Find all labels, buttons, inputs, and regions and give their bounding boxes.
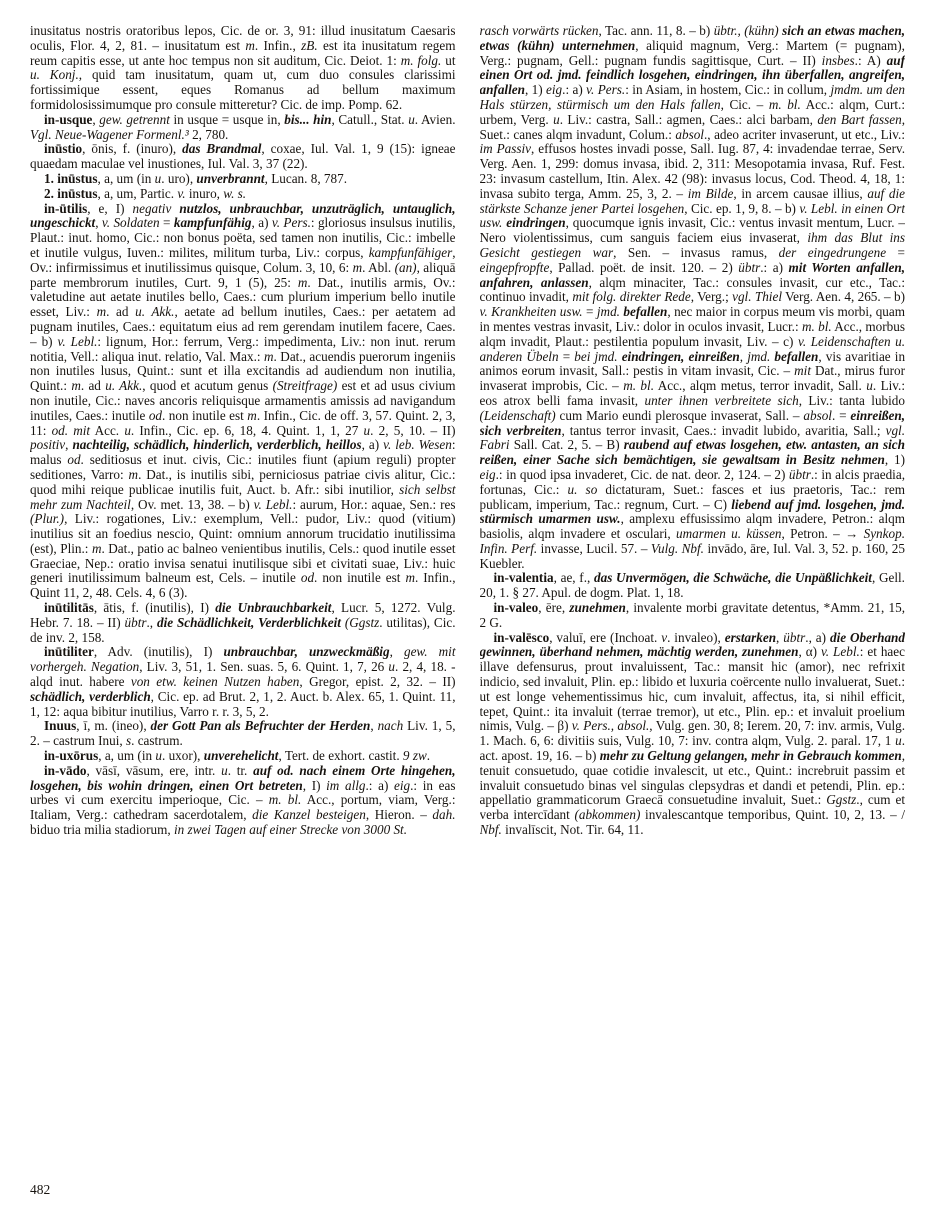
text-run: auf einen Ort od. jmd. feindlich losgehen, eindringen, ihn überfallen, angreifen, anfallen: [479, 52, 905, 98]
text-run: , valuī, ere (Inchoat.: [549, 629, 662, 645]
text-run: . Dat., inutilis armis, Ov.: valetudine aut aetate inutiles bello, Caes.: cum plurium imperium bello inutile esset, Liv.:: [30, 274, 456, 320]
text-run: v. leb. Wesen: [383, 437, 452, 453]
text-run: , nec maior in corpus meum vis morbi, quam in mentes vestras invasit, Liv.: dolor in oculos invasit, Lucr.:: [479, 304, 905, 334]
text-run: . utilitas), Cic. de inv. 2, 158.: [30, 614, 456, 645]
dictionary-entry: [30, 764, 456, 838]
dictionary-entry: [30, 719, 456, 749]
text-run: , effusos hostes invadi posse, Sall. Iug. 87, 4: invadendae terrae, Serv. Verg. Aen. 1, 299: domus invasa, ibid. 2, 311: Mesopotamia invasa, Ruf. Fest. 23: invasum castellum, Itin. Alex. 42 (98): invasus locus, Cod. Theod. 4, 18, 1: invasa subito terga, Amm. 25, 3, 2. –: [479, 141, 905, 201]
text-run: m: [352, 259, 363, 275]
text-run: die Oberhand gewinnen, überhand nehmen, mächtig werden, zunehmen: [479, 629, 905, 660]
text-run: =: [558, 348, 575, 364]
text-run: sich an etwas machen, etwas (kühn) unternehmen: [479, 24, 905, 53]
text-run: v. Lebl.: [820, 644, 860, 660]
text-run: , ae, f.,: [553, 570, 595, 586]
dictionary-entry: [30, 202, 456, 602]
text-run: zunehmen: [569, 600, 626, 616]
text-run: .: [426, 748, 431, 764]
text-run: .: a): [365, 777, 394, 793]
text-run: u: [124, 422, 131, 438]
dictionary-entry: [30, 142, 456, 172]
text-run: ,: [776, 629, 784, 645]
text-run: .,: [146, 614, 157, 630]
text-run: m. bl.: [768, 96, 801, 112]
text-run: =: [159, 215, 174, 231]
text-run: .: A): [854, 52, 887, 68]
text-run: ,: [389, 644, 404, 660]
text-run: , a, um (in: [97, 170, 155, 186]
text-run: übtr: [124, 614, 147, 630]
text-run: , Cic. –: [720, 96, 769, 112]
dictionary-entry: [30, 645, 456, 719]
text-run: vgl. Thiel: [732, 289, 782, 305]
text-run: m. bl.: [623, 378, 654, 394]
text-run: , Liv.: tanta lubido: [798, 392, 905, 408]
text-run: im allg: [326, 777, 366, 793]
text-run: , a): [251, 215, 272, 231]
text-run: est et ad usus civium non inutile, Cic.: naves ancoris reliquisque armamentis amissis ad navigandum inutiles, Caes.: inutile: [30, 378, 456, 423]
text-run: Dat., mirus furor invaserat improbis, Cic. –: [479, 363, 905, 394]
text-run: ., adeo acriter invaserunt, ut etc., Liv.:: [703, 126, 905, 142]
text-run: invalīscit, Not. Tir. 64, 11.: [501, 822, 644, 838]
text-run: Ggstz: [826, 792, 857, 808]
text-run: (abkommen): [574, 807, 641, 823]
text-run: s: [125, 733, 132, 749]
text-run: Sall. Cat. 2, 5. – B): [509, 437, 624, 453]
text-run: Vgl. Neue-Wagener Formenl.³: [30, 126, 189, 142]
text-run: m: [91, 540, 102, 556]
text-run: liebend auf jmd. losgehen, jmd. stürmisch umarmen usw.: [479, 496, 905, 527]
text-run: m: [264, 348, 274, 364]
text-run: , Lucr. 5, 1272. Vulg. Hebr. 7. 18. – II): [30, 600, 456, 630]
text-run: Acc.: alqm, Curt.: urbem, Verg.: [479, 96, 905, 127]
text-run: , Suet.: canes alqm invadunt, Colum.:: [479, 111, 905, 142]
text-run: u: [363, 422, 371, 438]
text-run: =: [886, 244, 905, 260]
text-run: , ātis, f. (inutilis), I): [93, 600, 216, 616]
text-run: , coxae, Iul. Val. 1, 9 (15): igneae quaedam maculae vel inustiones, Iul. Val. 3, 37 (22).: [30, 141, 456, 172]
text-run: . Liv.: eos atrox belli fama invasit,: [479, 378, 905, 408]
text-run: v. Pers.: [271, 215, 311, 231]
text-run: ,: [92, 111, 100, 127]
text-run: Acc., portum, viam, Verg.: Italiam, Verg.: cathedram sacerdotalem,: [30, 792, 456, 823]
text-run: erstarken: [724, 629, 777, 645]
text-run: , Verg.;: [690, 289, 733, 305]
text-run: . Infin., Cic. ep. 6, 18, 4. Quint. 1, 1, 27: [130, 422, 364, 438]
dictionary-entry: [30, 113, 456, 143]
text-run: bei jmd.: [574, 348, 618, 364]
text-run: eig: [479, 466, 496, 482]
text-run: , e, I): [87, 200, 133, 216]
text-run: Acc.: [90, 422, 125, 438]
text-run: . uxor),: [161, 748, 204, 764]
text-run: v. Krankheiten usw.: [479, 304, 583, 320]
text-run: , α): [798, 644, 821, 660]
text-run: (Leidenschaft): [479, 407, 556, 423]
text-run: ,: [370, 718, 378, 734]
text-run: . Avien.: [414, 111, 456, 127]
text-run: , Cic. ep. ad Brut. 2, 1, 2. Auct. b. Alex. 65, 1. Quint. 11, 1, 12: aqua bibitur inutilius, Varro r. r. 3, 5, 2.: [30, 688, 456, 719]
text-run: die Kanzel besteigen: [252, 807, 366, 823]
text-run: absol: [675, 126, 704, 142]
text-run: . non inutile est: [162, 407, 248, 423]
text-run: vgl. Fabri: [479, 422, 905, 453]
text-run: Synkop. Infin. Perf.: [479, 526, 905, 556]
text-run: raubend auf etwas losgehen, etw. antasten, an sich reißen, einer Sache sich bemächtigen, sie gewaltsam in Besitz nehmen: [479, 437, 905, 468]
dictionary-entry: [480, 631, 906, 838]
text-run: , quocumque ignis invasit, Cic.: ventus invasit mentum, Lucr. – Nero violentissimus, cum sanguis faciem eius invaserat,: [479, 215, 905, 246]
text-run: , Cic. ep. 1, 9, 8. – b): [684, 200, 800, 216]
text-run: übtr: [788, 466, 811, 482]
text-run: .: a): [562, 82, 587, 98]
text-run: u: [388, 659, 396, 675]
text-run: das Brandmal: [182, 141, 262, 157]
text-run: nach: [377, 718, 404, 734]
text-run: v. Lebl.: [253, 496, 293, 512]
text-run: . tr.: [227, 762, 254, 778]
text-run: auf od. nach einem Orte hingehen, losgehen, bis wohin dringen, einen Ort betreten: [30, 762, 456, 793]
text-run: . seditiosus et inut. civis, Cic.: inutiles fiunt (apium reguli) propter seditiones, Varro:: [30, 452, 456, 482]
text-run: , Sen. – invasus ramus,: [613, 244, 779, 260]
text-run: v.: [177, 185, 186, 201]
text-run: nutzlos, unbrauchbar, unzuträglich, untauglich, ungeschickt: [30, 200, 456, 231]
left-column: [30, 24, 456, 1166]
text-run: v: [661, 629, 668, 645]
text-run: =: [582, 304, 597, 320]
dictionary-entry: [480, 24, 906, 571]
text-run: gew. getrennt: [99, 111, 170, 127]
text-run: unverehelicht: [203, 748, 279, 764]
text-run: der Gott Pan als Befruchter der Herden: [150, 718, 371, 734]
text-run: . Dat., acuendis puerorum ingeniis non inutiles lusus, Quint.: sunt et illa excitandis ad audiendum non inutilia, Quint.:: [30, 348, 456, 394]
text-run: inūtiliter: [44, 644, 94, 660]
dictionary-entry: [30, 187, 456, 202]
text-run: in-ūtilis: [44, 200, 88, 216]
text-run: , 1): [884, 452, 905, 468]
text-columns: [30, 24, 905, 1166]
text-run: m: [247, 407, 257, 423]
text-run: rasch vorwärts rücken: [479, 24, 599, 38]
text-run: 2, 780.: [188, 126, 229, 142]
text-run: umarmen u. küssen: [676, 526, 782, 542]
text-run: , Ov. met. 13, 38. – b): [130, 496, 254, 512]
text-run: (Ggstz: [344, 614, 380, 630]
text-run: . ad: [106, 304, 136, 320]
text-run: .: in alcis praedia, fortunas, Cic.:: [479, 466, 905, 497]
text-run: , aliquā parte membrorum inutiles, Curt. 9, 1 (5), 25:: [30, 259, 456, 290]
text-run: , Petron. – →: [781, 526, 864, 542]
text-run: : gloriosus insulsus inutilis, Plaut.: inut. homo, Cic.: non bonus poëta, sed tamen non inutilis, Cic.: imbelle et inutile vulgus, Iuven.: milites, militum turba, Liv.: corpus,: [30, 215, 456, 260]
text-run: jmd.: [596, 304, 620, 320]
text-run: , in arcem causae illius,: [733, 185, 868, 201]
text-run: Nbf.: [479, 822, 502, 838]
text-run: v. Lebl.: [57, 333, 98, 349]
text-run: im Passiv: [479, 141, 532, 157]
text-run: u. Konj.: [30, 67, 79, 83]
text-run: , Vulg. gen. 30, 8; Ierem. 20, 7: inv. armis, Vulg. 1. Mach. 6, 6: divitiis suis, Vulg. 10, 7: inv. contra alqm, Vulg. 2. paral. 17, 1: [479, 718, 905, 749]
text-run: inūtilitās: [44, 600, 94, 616]
text-run: eingepfropfte: [479, 259, 550, 275]
text-run: eig: [546, 82, 563, 98]
text-run: das Unvermögen, die Schwäche, die Unpäßlichkeit: [594, 570, 872, 586]
text-run: m: [405, 570, 415, 586]
text-run: inuro,: [185, 185, 224, 201]
text-run: einreißen, sich verbreiten: [479, 407, 905, 438]
text-run: Verg. Aen. 4, 265. – b): [782, 289, 905, 305]
text-run: m: [96, 304, 107, 320]
dictionary-entry: [30, 24, 456, 113]
text-run: .: a): [760, 259, 789, 275]
text-run: , quid tam inusitatum, quam ut, cum duo consules clarissimi fortissimique essent, eques Romanus ad bellum maximum formidolosissimumque pro consule mitteretur? Cic. de imp. Pomp. 62.: [30, 67, 456, 112]
text-run: kampfunfähiger: [368, 244, 453, 260]
text-run: , 1): [524, 82, 547, 98]
text-run: , Adv. (inutilis), I): [93, 644, 224, 660]
text-run: od. mit: [51, 422, 91, 438]
text-run: , quod et acutum genus: [142, 378, 273, 394]
text-run: . ad: [80, 378, 106, 394]
text-run: 1. inūstus: [44, 170, 98, 186]
text-run: u: [408, 111, 415, 127]
text-run: : lignum, Hor.: ferrum, Verg.: impedimenta, Liv.: non inut. rerum notitia, Vell.: aliqua inut. relatio, Val. Max.:: [30, 333, 456, 364]
text-run: ,: [65, 437, 73, 453]
text-run: in-usque: [44, 111, 93, 127]
text-run: biduo tria milia stadiorum,: [30, 822, 174, 838]
text-run: . non inutile est: [314, 570, 406, 586]
dictionary-entry: [480, 601, 906, 631]
text-run: . Liv.: castra, Sall.: agmen, Caes.: alci barbam,: [559, 111, 818, 127]
text-run: v. Lebl.: [799, 200, 838, 216]
text-run: od: [300, 570, 315, 586]
text-run: jmd.: [747, 348, 771, 364]
text-run: unter ihnen verbreitete sich: [644, 392, 799, 408]
text-run: absol: [803, 407, 832, 423]
text-run: : malus: [30, 437, 456, 468]
page-number: 482: [30, 1182, 51, 1197]
text-run: cum Mario eundi plerosque invaserat, Sall. –: [555, 407, 804, 423]
text-run: (Plur.): [30, 511, 65, 527]
text-run: , ī, m. (ineo),: [76, 718, 151, 734]
text-run: m: [71, 378, 81, 394]
text-run: (Streitfrage): [272, 378, 338, 394]
text-run: inusitatus nostris oratoribus lepos, Cic. de or. 3, 91: illud inusitatum Caesaris oculis, Flor. 4, 2, 81. – inusitatum est: [30, 24, 456, 53]
text-run: jmdm. um den Hals stürzen, stürmisch um den Hals fallen: [479, 82, 905, 112]
text-run: die Unbrauchbarkeit: [215, 600, 332, 616]
text-run: zB.: [301, 37, 318, 53]
text-run: . Dat., is inutilis sibi, perniciosus patriae civis alitur, Cic.: quod mihi reique publicae inutilis fuit, Auct. b. Afr.: sibi inutilior,: [30, 466, 456, 497]
text-run: in-valentia: [493, 570, 554, 586]
text-run: ., a): [805, 629, 830, 645]
text-run: v. Leidenschaften u. anderen Übeln: [479, 333, 905, 364]
text-run: . 2, 5, 10. – II): [370, 422, 456, 438]
text-run: von etw. keinen Nutzen haben: [130, 674, 300, 690]
text-run: , ēre,: [538, 600, 570, 616]
text-run: invalescantque temporibus, Quint. 10, 2, 13. – /: [640, 807, 905, 823]
text-run: Inuus: [44, 718, 77, 734]
text-run: m. folg.: [400, 52, 442, 68]
text-run: dah.: [432, 807, 456, 823]
text-run: gew. mit vorhergeh. Negation: [30, 644, 456, 675]
text-run: m: [128, 466, 139, 482]
text-run: , aetate ad bellum inutiles, Caes.: per aetatem ad pugnam inutiles, Caes.: equitatum eius ad rem gerendam inutilem facere, Caes. – b): [30, 304, 456, 349]
text-run: , tantus terror invasit, Caes.: invadit lubido, avaritia, Sall.;: [561, 422, 886, 438]
text-run: , aliquid magnum, Verg.: Martem (= pugnam), Verg.: pugnam, Gell.: pugnam fundis sagittisque, Curt. – II): [479, 37, 905, 68]
text-run: unverbrannt: [196, 170, 265, 186]
text-run: u: [866, 378, 873, 394]
text-run: : aurum, Hor.: aquae, Sen.: res: [292, 496, 456, 512]
text-run: in-vādo: [44, 762, 87, 778]
text-run: od: [67, 452, 81, 468]
text-run: invasse, Lucil. 57. –: [537, 540, 651, 556]
text-run: , Catull., Stat.: [331, 111, 409, 127]
text-run: eindringen, einreißen: [621, 348, 740, 364]
text-run: , Gell. 20, 1. § 27. Apul. de dogm. Plat. 1, 18.: [479, 570, 905, 601]
text-run: , ōnis, f. (inuro),: [82, 141, 183, 157]
text-run: v. Soldaten: [101, 215, 160, 231]
text-run: ,: [739, 348, 748, 364]
text-run: mit Worten anfallen, anfahren, anlassen: [479, 259, 905, 290]
text-run: kampfunfähig: [173, 215, 252, 231]
text-run: w. s.: [223, 185, 247, 201]
text-run: die Schädlichkeit, Verderblichkeit: [156, 614, 341, 630]
text-run: in zwei Tagen auf einer Strecke von 3000 St.: [173, 822, 408, 838]
text-run: . 2, 4, 18. - alqd inut. habere: [30, 659, 456, 690]
text-run: , Tert. de exhort. castit.: [278, 748, 403, 764]
dictionary-entry: [480, 571, 906, 601]
text-run: in-valēsco: [493, 629, 550, 645]
text-run: u. Akk.: [135, 304, 175, 320]
text-run: negativ: [132, 200, 172, 216]
text-run: od: [148, 407, 162, 423]
text-run: bis... hin: [284, 111, 332, 127]
text-run: . Abl.: [362, 259, 395, 275]
text-run: , Liv.: rogationes, Liv.: exemplum, Vell.: pudor, Liv.: quod (vitium) inutilius sit an foedius nescio, Quint: omnium annorum trucidatio inutilissima (est), Plin.:: [30, 511, 456, 556]
text-run: befallen: [774, 348, 819, 364]
dictionary-entry: [30, 172, 456, 187]
text-run: insbes: [821, 52, 855, 68]
text-run: , vāsī, vāsum, ere, intr.: [86, 762, 222, 778]
text-run: mit: [794, 363, 811, 379]
text-run: . Infin.,: [254, 37, 302, 53]
text-run: , invalente morbi gravitate detentus, *Amm. 21, 15, 2 G.: [479, 600, 905, 630]
text-run: , Hieron. –: [365, 807, 433, 823]
text-run: u: [221, 762, 228, 778]
text-run: eig: [394, 777, 411, 793]
text-run: , a): [361, 437, 384, 453]
text-run: befallen: [623, 304, 668, 320]
text-run: u. Akk.: [105, 378, 143, 394]
right-column: [480, 24, 906, 1166]
text-run: in usque = usque in,: [169, 111, 285, 127]
text-run: , a, um, Partic.: [97, 185, 178, 201]
text-run: invādo, āre, Iul. Val. 3, 52. p. 160, 25 Kuebler.: [479, 540, 905, 571]
text-run: v. Pers., absol.: [571, 718, 650, 734]
dictionary-entry: [30, 601, 456, 645]
text-run: nachteilig, schädlich, hinderlich, verderblich, heillos: [72, 437, 362, 453]
text-run: sich selbst mehr zum Nachteil: [30, 481, 456, 512]
text-run: 9 zw: [402, 748, 427, 764]
text-run: . uro),: [161, 170, 197, 186]
text-run: übtr: [738, 259, 761, 275]
text-run: , Ov.: infirmissimus et inutilissimus quisque, Colum. 3, 10, 6:: [30, 244, 456, 275]
dictionary-entry: [30, 749, 456, 764]
text-run: u: [154, 170, 162, 186]
text-run: m: [245, 37, 255, 53]
text-run: , Tac. ann. 11, 8. – b): [598, 24, 714, 38]
text-run: , Lucan. 8, 787.: [264, 170, 347, 186]
text-run: . Infin., Cic. de off. 3, 57. Quint. 2, 3, 11:: [30, 407, 456, 438]
text-run: . Dat., patio ac balneo venientibus inutilis, Cels.: quod inutile esset Graeciae, Nep.: oratio invisa senatui inutilisque sibi et civitati suae, Liv.: huic generi inutilissimum balneum est, Cels. – inutile: [30, 540, 456, 586]
text-run: m: [297, 274, 308, 290]
text-run: , I): [302, 777, 327, 793]
text-run: übtr: [783, 629, 806, 645]
text-run: ,: [95, 215, 102, 231]
text-run: , a, um (in: [98, 748, 156, 764]
text-run: m. bl.: [801, 318, 832, 334]
text-run: mit folg. direkter Rede: [572, 289, 691, 305]
text-run: . Infin., Quint 11, 2, 48. Cels. 4, 6 (3).: [30, 570, 456, 601]
text-run: , Gregor, epist. 2, 32. – II): [299, 674, 456, 690]
text-run: ihm das Blut ins Gesicht gestiegen war: [479, 230, 905, 260]
text-run: , alqm minaciter, Tac.: consules invasit, cur etc., Tac.: continuo invadit,: [479, 274, 905, 305]
text-run: Acc., morbus alqm invadit, Plaut.: pestilentia populum invasit, Liv. – c): [479, 318, 905, 349]
text-run: ., cum et verba intercīdant: [479, 792, 905, 823]
text-run: v. Pers.: [586, 82, 626, 98]
text-run: in-valeo: [493, 600, 539, 616]
text-run: m. bl.: [268, 792, 302, 808]
text-run: : in Asiam, in hostem, Cic.: in collum,: [625, 82, 831, 98]
text-run: der eingedrungene: [778, 244, 887, 260]
text-run: ut: [441, 52, 456, 68]
text-run: : et haec illave defensurus, prout invaluissent, Tac.: mansit hic (amor), nec refrixit indicio, sed invaluit, Plin. ep.: libido et luxuria coërcente nullo invaluerat, Suet.: ut est longe vehementissimus hic, cum invaluit, affectus, ita, si nihil efficit, tepet, Quint.: ita invaluit (terrae tremor), ut etc., Plin. ep.: et invaluit proelium nimis, Vulg. – β): [479, 644, 905, 734]
text-run: in einen Ort usw.: [479, 200, 905, 231]
text-run: den Bart fassen: [817, 111, 902, 127]
text-run: , Liv. 3, 51, 1. Sen. suas. 5, 6. Quint. 1, 7, 26: [139, 659, 389, 675]
text-run: u: [895, 733, 902, 749]
text-run: . castrum.: [131, 733, 183, 749]
text-run: . =: [831, 407, 851, 423]
text-run: in-uxōrus: [44, 748, 99, 764]
text-run: schädlich, verderblich: [30, 688, 151, 704]
text-run: . invaleo),: [667, 629, 725, 645]
text-run: inūstio: [44, 141, 83, 157]
text-run: dictaturam, Suet.: fasces et ius praetoris, Tac.: rem publicam, imperium, Tac.: regnum, Curt. – C): [479, 481, 905, 512]
text-run: im Bilde: [687, 185, 734, 201]
text-run: unbrauchbar, unzweckmäßig: [223, 644, 390, 660]
text-run: . act. apost. 19, 16. – b): [479, 733, 905, 764]
text-run: , amplexu effusissimo alqm invadere, Petron.: alqm basiolis, alqm invadere et osculari,: [479, 511, 905, 542]
text-run: Liv. 1, 5, 2. – castrum Inui,: [30, 718, 456, 749]
text-run: 2. inūstus: [44, 185, 98, 201]
text-run: (an): [394, 259, 417, 275]
text-run: Acc., alqm metus, terror invadit, Sall.: [654, 378, 867, 394]
text-run: mehr zu Geltung gelangen, mehr in Gebrauch kommen: [599, 748, 902, 764]
text-run: auf die stärkste Schanze jener Partei losgehen: [479, 185, 905, 216]
text-run: u: [553, 111, 560, 127]
text-run: Vulg. Nbf.: [650, 540, 704, 556]
text-run: eindringen: [506, 215, 566, 231]
text-run: , vis avaritiae in animos eorum invasit, Sall.: pestis in vitam invasit, Cic. –: [479, 348, 905, 379]
text-run: positiv: [30, 437, 66, 453]
text-run: .: in eas urbes vi cum exercitu imperioque, Cic. –: [30, 777, 456, 808]
text-run: , Pallad. poët. de insit. 120. – 2): [549, 259, 739, 275]
text-run: u: [155, 748, 162, 764]
text-run: , tenuit consuetudo, quae cotidie invalescit, ut etc., Quint.: increbruit passim et invaluit consuetudo binas vel singulas clepsydras et dandi et petendi, Plin. ep.: appellatio grammaticorum Graecā consuetudine invaluit, Suet.:: [479, 748, 905, 808]
text-run: übtr., (kühn): [713, 24, 779, 38]
text-run: .: in quod ipsa invaderet, Cic. de nat. deor. 2, 124. – 2): [495, 466, 789, 482]
text-run: u. so: [567, 481, 598, 497]
text-run: est ita inusitatum regem reum capitis esse, ut ante hoc tempus non sit auditum, Cic. Deiot. 1:: [30, 37, 456, 68]
